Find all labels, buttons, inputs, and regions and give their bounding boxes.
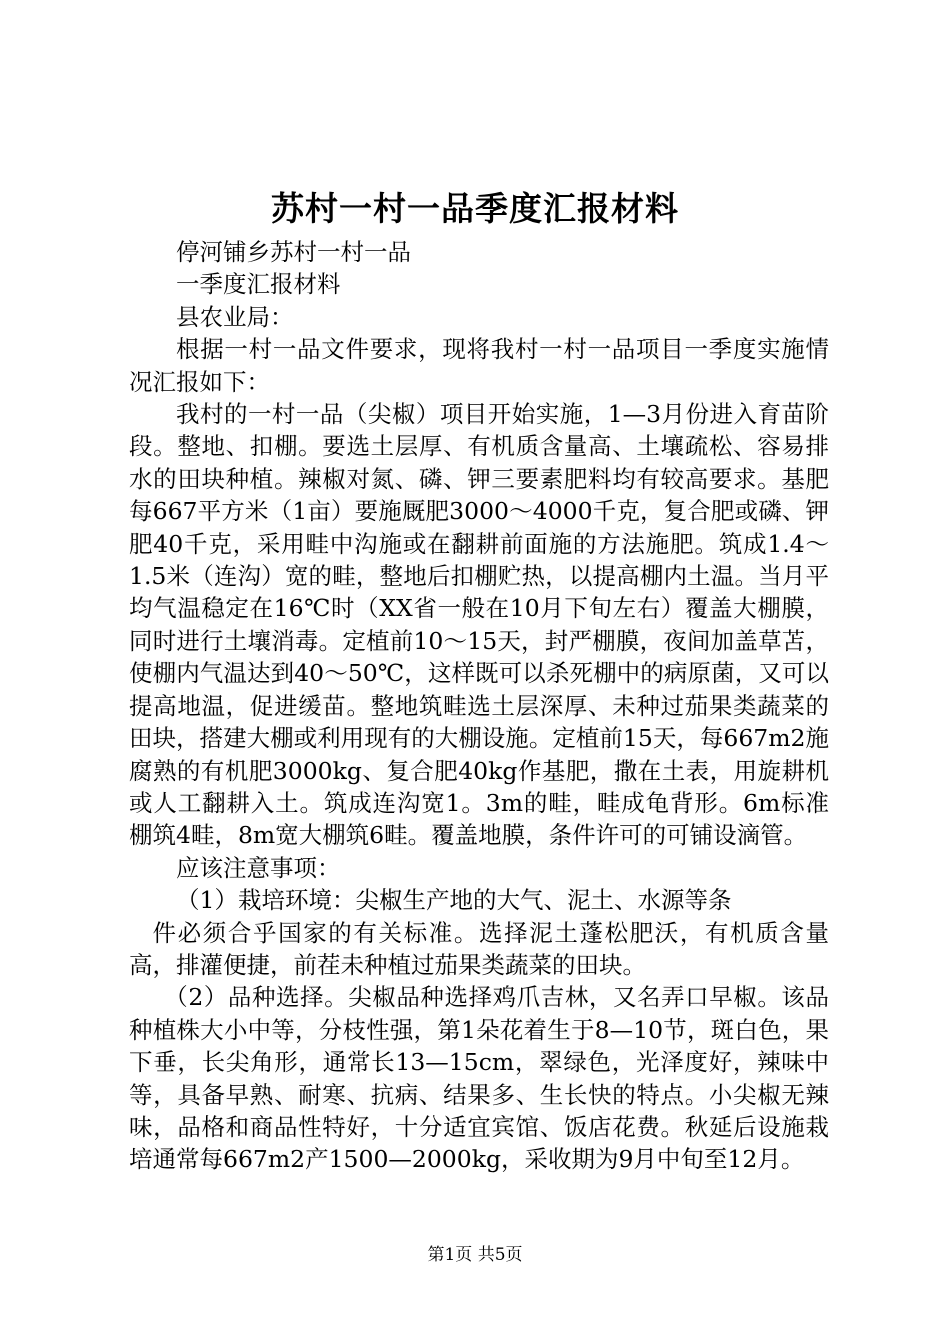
paragraph-note-1-cont: 件必须合乎国家的有关标准。选择泥土蓬松肥沃，有机质含量高，排灌便捷，前茬未种植过茄果类蔬菜的田块。	[129, 918, 829, 979]
document-body	[129, 236, 829, 1176]
paragraph-intro: 根据一村一品文件要求，现将我村一村一品项目一季度实施情况汇报如下：	[129, 335, 829, 396]
paragraph-addressee: 县农业局：	[176, 302, 294, 331]
paragraph-subtitle: 一季度汇报材料	[176, 270, 341, 299]
paragraph-note-1: （1）栽培环境：尖椒生产地的大气、泥土、水源等条	[176, 886, 732, 915]
paragraph-implementation: 我村的一村一品（尖椒）项目开始实施，1—3月份进入育苗阶段。整地、扣棚。要选土层厚、有机质含量高、土壤疏松、容易排水的田块种植。辣椒对氮、磷、钾三要素肥料均有较高要求。基肥每667平方米（1亩）要施厩肥3000～4000千克，复合肥或磷、钾肥40千克，采用畦中沟施或在翻耕前面施的方法施肥。筑成1.4～1.5米（连沟）宽的畦，整地后扣棚贮热，以提高棚内土温。当月平均气温稳定在16℃时（XX省一般在10月下旬左右）覆盖大棚膜，同时进行土壤消毒。定植前10～15天，封严棚膜，夜间加盖草苫，使棚内气温达到40～50℃，这样既可以杀死棚中的病原菌，又可以提高地温，促进缓苗。整地筑畦选土层深厚、未种过茄果类蔬菜的田块，搭建大棚或利用现有的大棚设施。定植前15天，每667m2施腐熟的有机肥3000kg、复合肥40kg作基肥，撒在土表，用旋耕机或人工翻耕入土。筑成连沟宽1。3m的畦，畦成龟背形。6m标准棚筑4畦，8m宽大棚筑6畦。覆盖地膜，条件许可的可铺设滴管。	[129, 400, 829, 850]
page-footer: 第1页 共5页	[427, 1245, 523, 1265]
paragraph-note-2: （2）品种选择。尖椒品种选择鸡爪吉林，又名弄口早椒。该品种植株大小中等，分枝性强，第1朵花着生于8—10节，斑白色，果下垂，长尖角形，通常长13—15cm，翠绿色，光泽度好，辣味中等，具备早熟、耐寒、抗病、结果多、生长快的特点。小尖椒无辣味，品格和商品性特好，十分适宜宾馆、饭店花费。秋延后设施栽培通常每667m2产1500—2000kg，采收期为9月中旬至12月。	[129, 983, 829, 1174]
paragraph-notes-heading: 应该注意事项：	[176, 853, 341, 882]
document-title: 苏村一村一品季度汇报材料	[271, 189, 679, 228]
paragraph-township: 停河铺乡苏村一村一品	[176, 238, 411, 266]
